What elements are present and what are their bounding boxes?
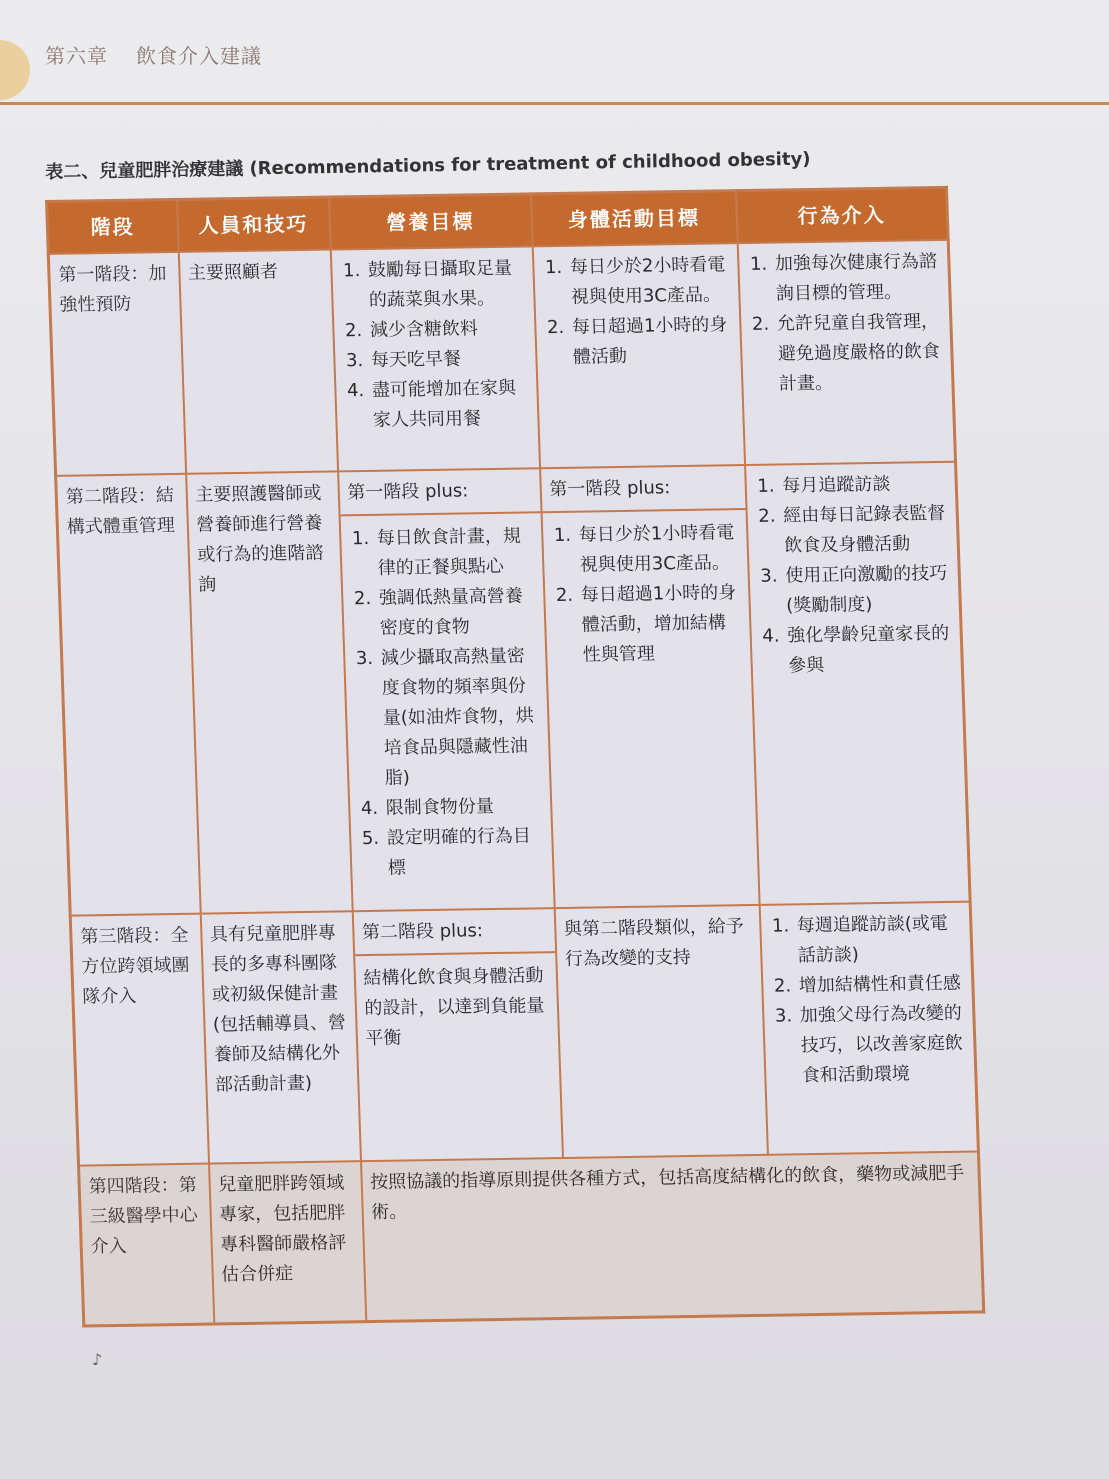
behavior-list xyxy=(768,909,966,1092)
table-row xyxy=(56,462,970,916)
header-behavior: 行為介入 xyxy=(735,187,948,243)
list-item: 1. 每月追蹤訪談 xyxy=(780,469,947,502)
stage-cell: 第四階段：第三級醫學中心介入 xyxy=(79,1164,214,1326)
nutrition-cell xyxy=(330,246,539,471)
staff-cell: 具有兒童肥胖專長的多專科團隊或初級保健計畫(包括輔導員、營養師及結構化外部活動計畫) xyxy=(200,911,360,1163)
nutrition-cell xyxy=(352,908,562,1161)
behavior-cell xyxy=(759,902,978,1155)
chapter-number: 第六章 xyxy=(45,44,108,68)
list-item: 1. 每日少於1小時看電視與使用3C產品。 xyxy=(576,518,739,581)
header-nutrition: 營養目標 xyxy=(329,194,533,250)
table-row xyxy=(79,1151,984,1325)
table-row xyxy=(48,240,955,476)
staff-cell: 兒童肥胖跨領域專家，包括肥胖專科醫師嚴格評估合併症 xyxy=(209,1161,366,1323)
list-item: 2. 強調低熱量高營養密度的食物 xyxy=(376,581,536,643)
header-stage: 階段 xyxy=(47,199,179,254)
nutrition-prefix: 第一階段 plus: xyxy=(339,469,540,516)
list-item: 2. 每日超過1小時的身體活動 xyxy=(569,310,732,373)
list-item: 1. 每日飲食計畫，規律的正餐與點心 xyxy=(374,521,534,583)
table-row xyxy=(70,902,978,1166)
chapter-header xyxy=(45,40,262,69)
staff-cell: 主要照護醫師或營養師進行營養或行為的進階諮詢 xyxy=(186,471,353,913)
list-item: 1. 加強每次健康行為諮詢目標的管理。 xyxy=(772,247,940,310)
activity-list xyxy=(541,250,732,373)
list-item: 3. 使用正向激勵的技巧(獎勵制度) xyxy=(783,559,951,622)
behavior-list xyxy=(746,247,943,400)
list-item: 4. 強化學齡兒童家長的參與 xyxy=(785,619,953,682)
list-item: 5. 設定明確的行為目標 xyxy=(384,821,544,883)
activity-cell xyxy=(540,465,760,908)
nutrition-cell xyxy=(338,468,555,911)
stage-cell: 第二階段：結構式體重管理 xyxy=(56,474,201,916)
table-caption: 表二、兒童肥胖治療建議 (Recommendations for treatment of childhood obesity) xyxy=(45,148,811,183)
list-item: 2. 經由每日記錄表監督飲食及身體活動 xyxy=(781,499,949,562)
list-item: 3. 加強父母行為改變的技巧，以改善家庭飲食和活動環境 xyxy=(797,999,966,1092)
stage-cell: 第一階段：加強性預防 xyxy=(48,252,185,476)
list-item: 1. 每日少於2小時看電視與使用3C產品。 xyxy=(567,250,730,313)
activity-list xyxy=(550,518,742,671)
nutrition-list xyxy=(348,521,544,884)
chapter-title: 飲食介入建議 xyxy=(136,44,262,68)
list-item: 3. 每天吃早餐 xyxy=(368,343,527,375)
list-item: 2. 減少含糖飲料 xyxy=(367,313,526,345)
behavior-cell xyxy=(745,462,971,905)
stage-cell: 第三階段：全方位跨領域團隊介入 xyxy=(70,914,208,1166)
merged-cell: 按照協議的指導原則提供各種方式，包括高度結構化的飲食，藥物或減肥手術。 xyxy=(360,1151,983,1321)
footer-mark: ♪ xyxy=(92,1350,103,1369)
list-item: 2. 增加結構性和責任感 xyxy=(796,969,963,1002)
list-item: 1. 鼓勵每日攝取足量的蔬菜與水果。 xyxy=(365,253,525,315)
header-activity: 身體活動目標 xyxy=(530,191,737,247)
nutrition-text: 結構化飲食與身體活動的設計，以達到負能量平衡 xyxy=(363,965,545,1050)
corner-decoration xyxy=(0,40,30,100)
activity-cell xyxy=(532,243,744,468)
list-item: 2. 允許兒童自我管理，避免過度嚴格的飲食計畫。 xyxy=(774,307,943,400)
header-rule xyxy=(0,102,1109,105)
table-container xyxy=(45,186,982,1327)
nutrition-list xyxy=(339,253,529,436)
list-item: 3. 減少攝取高熱量密度食物的頻率與份量(如油炸食物，烘培食品與隱藏性油脂) xyxy=(378,641,541,793)
treatment-table xyxy=(45,186,985,1327)
list-item: 4. 限制食物份量 xyxy=(383,791,542,823)
nutrition-prefix: 第二階段 plus: xyxy=(353,909,554,956)
activity-prefix: 第一階段 plus: xyxy=(541,466,745,513)
activity-cell: 與第二階段類似，給予行為改變的支持 xyxy=(554,905,767,1158)
list-item: 1. 每週追蹤訪談(或電話訪談) xyxy=(794,909,962,972)
behavior-list xyxy=(754,469,953,682)
staff-cell: 主要照顧者 xyxy=(178,250,337,474)
behavior-cell xyxy=(737,240,955,465)
list-item: 2. 每日超過1小時的身體活動，增加結構性與管理 xyxy=(578,578,742,670)
header-staff: 人員和技巧 xyxy=(177,197,331,252)
list-item: 4. 盡可能增加在家與家人共同用餐 xyxy=(369,373,529,435)
